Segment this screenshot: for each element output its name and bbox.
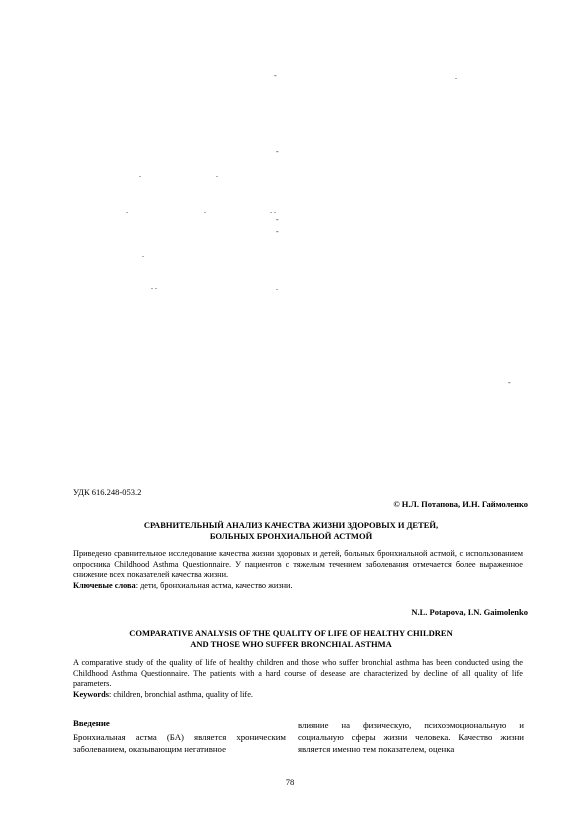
article-title-en <box>60 628 522 650</box>
body-column-left <box>73 717 286 755</box>
title-line: AND THOSE WHO SUFFER BRONCHIAL ASTHMA <box>190 639 392 649</box>
stray-mark: - <box>276 147 279 156</box>
keywords-list: : children, bronchial asthma, quality of life. <box>108 690 253 700</box>
title-line: СРАВНИТЕЛЬНЫЙ АНАЛИЗ КАЧЕСТВА ЖИЗНИ ЗДОРОВЫХ И ДЕТЕЙ, <box>143 520 439 530</box>
abstract-text-ru: Приведено сравнительное исследование качества жизни здоровых и детей, больных бронхиальной астмой, с использованием опросника Childhood Asthma Questionnaire. У пациентов с тяжелым течением заболевания отмечается более выраженное снижение всех показателей качества жизни. <box>73 549 523 580</box>
stray-mark: . <box>276 283 278 292</box>
keywords-ru <box>73 581 523 592</box>
abstract-text-en: A comparative study of the quality of life of healthy children and those who suffer bronchial asthma has been conducted using the Childhood Asthma Questionnaire. The patients with a hard course of desease are characterized by decline of all quality of life parameters. <box>73 658 523 689</box>
abstract-ru <box>73 549 523 592</box>
keywords-label: Ключевые слова <box>73 581 136 591</box>
stray-mark: - <box>274 71 277 80</box>
title-line: БОЛЬНЫХ БРОНХИАЛЬНОЙ АСТМОЙ <box>209 531 373 541</box>
keywords-label: Keywords <box>73 690 109 700</box>
stray-mark: . <box>216 170 218 179</box>
udk-code: УДК 616.248-053.2 <box>73 487 142 497</box>
section-heading: Введение <box>73 718 110 728</box>
body-column-right <box>298 719 524 755</box>
abstract-en <box>73 658 523 701</box>
keywords-en <box>73 690 523 701</box>
stray-mark: - <box>276 227 279 236</box>
stray-mark: - <box>276 215 279 224</box>
body-paragraph: влияние на физическую, психоэмоциональную и социальную сферы жизни человека. Качество жизни является именно тем показателем, оценка <box>298 720 524 754</box>
stray-mark: . <box>126 206 128 215</box>
keywords-list: : дети, бронхиальная астма, качество жизни. <box>135 581 293 591</box>
article-title-ru <box>60 520 522 542</box>
page-number: 78 <box>285 777 295 787</box>
authors-en: N.L. Potapova, I.N. Gaimolenko <box>411 607 528 617</box>
stray-mark: . . <box>270 206 276 215</box>
stray-mark: . . <box>151 282 157 291</box>
stray-mark: . <box>455 72 457 81</box>
abstract-text <box>73 549 523 581</box>
title-line: COMPARATIVE ANALYSIS OF THE QUALITY OF LIFE OF HEALTHY CHILDREN <box>129 628 453 638</box>
authors-ru: © Н.Л. Потапова, И.Н. Гаймоленко <box>393 499 528 509</box>
stray-mark: . <box>139 170 141 179</box>
stray-mark: . <box>204 206 206 215</box>
stray-mark: - <box>508 378 511 387</box>
stray-mark: . <box>142 250 144 259</box>
body-paragraph: Бронхиальная астма (БА) является хроническим заболеванием, оказывающим негативное <box>73 732 286 754</box>
